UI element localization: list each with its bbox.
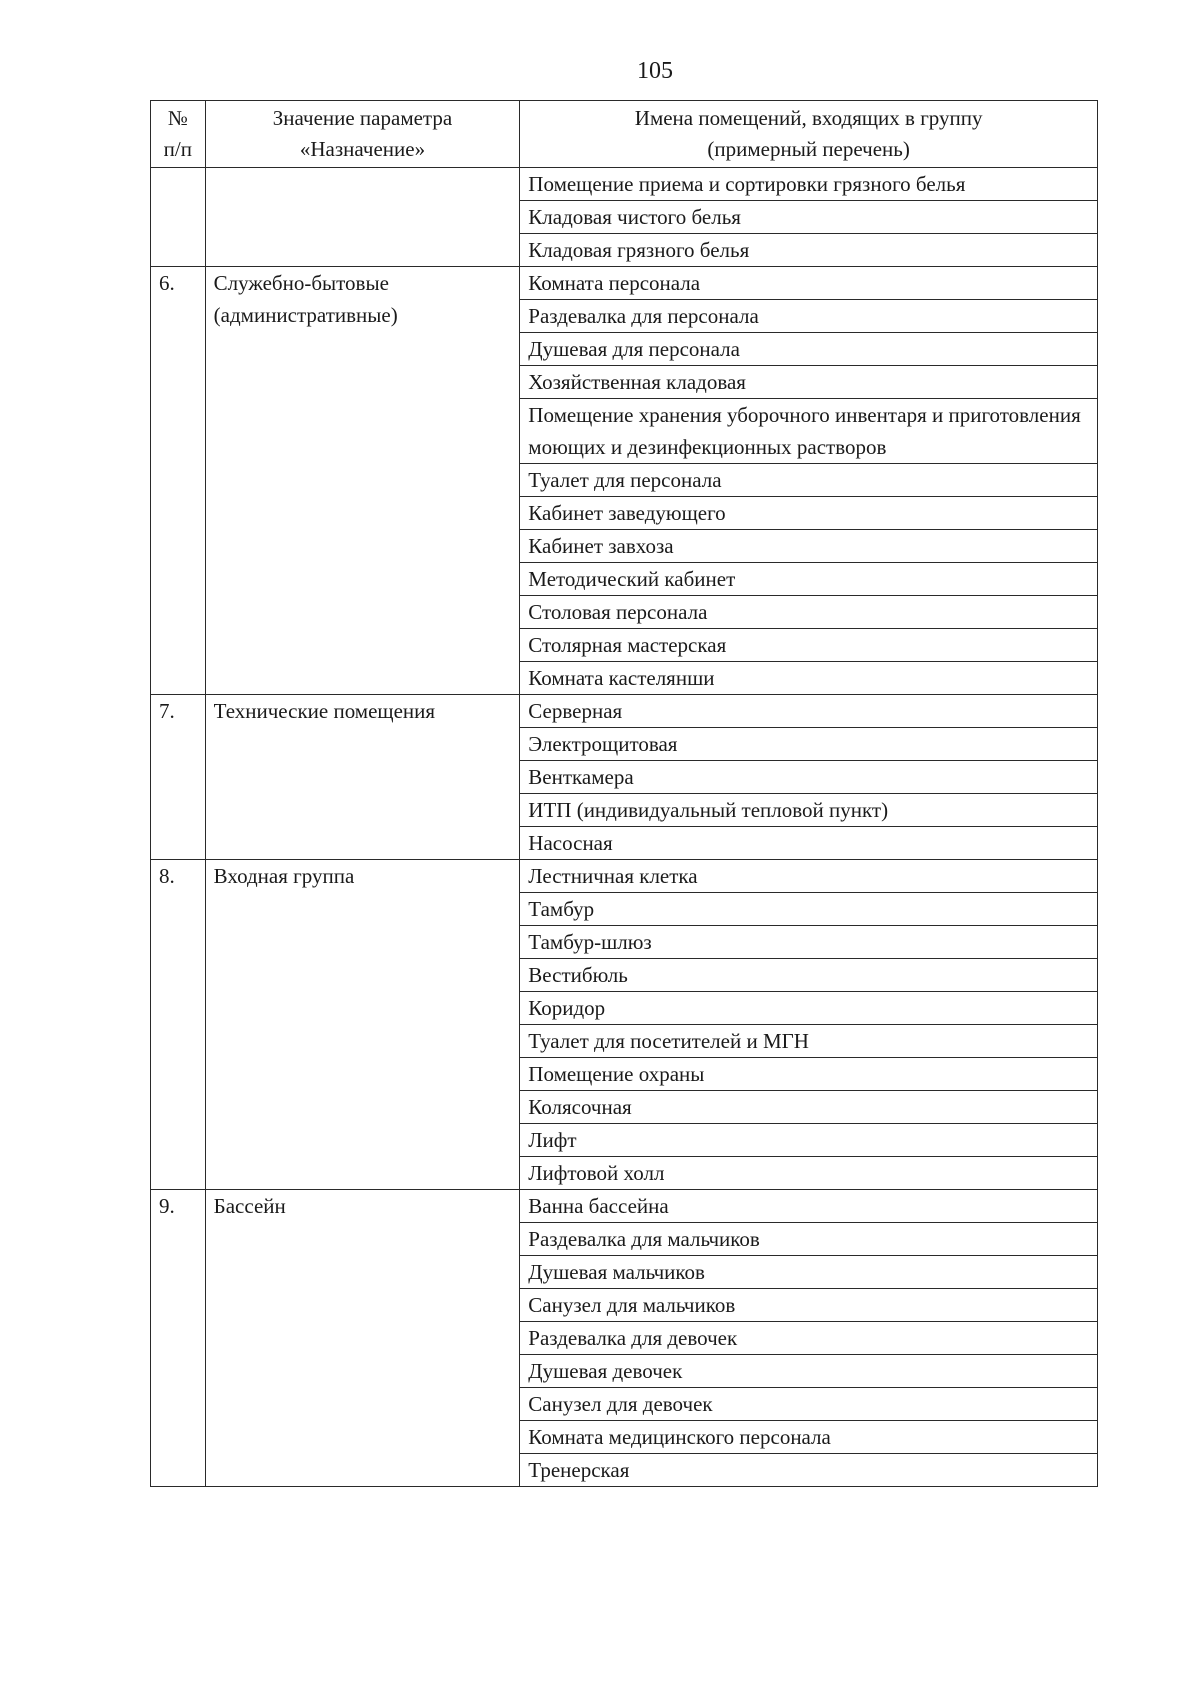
header-purpose	[205, 101, 520, 168]
room-name: Помещение приема и сортировки грязного белья	[520, 168, 1098, 201]
table-row	[151, 695, 1098, 728]
table-header-row	[151, 101, 1098, 168]
table-row	[151, 168, 1098, 201]
room-name: Раздевалка для мальчиков	[520, 1223, 1098, 1256]
room-name: Комната персонала	[520, 267, 1098, 300]
group-number: 7.	[151, 695, 206, 860]
room-name: Кладовая чистого белья	[520, 201, 1098, 234]
room-name: Венткамера	[520, 761, 1098, 794]
group-purpose: Входная группа	[205, 860, 520, 1190]
room-name: Кладовая грязного белья	[520, 234, 1098, 267]
group-number	[151, 168, 206, 267]
room-name: Санузел для девочек	[520, 1388, 1098, 1421]
room-name: Помещение охраны	[520, 1058, 1098, 1091]
room-name: Насосная	[520, 827, 1098, 860]
room-name: Хозяйственная кладовая	[520, 366, 1098, 399]
room-name: Душевая девочек	[520, 1355, 1098, 1388]
group-number: 6.	[151, 267, 206, 695]
room-name: Раздевалка для персонала	[520, 300, 1098, 333]
room-name: Тамбур	[520, 893, 1098, 926]
room-name: Столовая персонала	[520, 596, 1098, 629]
room-name: Санузел для мальчиков	[520, 1289, 1098, 1322]
room-name: Вестибюль	[520, 959, 1098, 992]
room-name: Душевая мальчиков	[520, 1256, 1098, 1289]
room-name: Раздевалка для девочек	[520, 1322, 1098, 1355]
header-num-line: №	[167, 106, 188, 130]
header-rooms	[520, 101, 1098, 168]
room-name: Коридор	[520, 992, 1098, 1025]
header-purpose-line: «Назначение»	[299, 137, 426, 161]
group-purpose: Служебно-бытовые (административные)	[205, 267, 520, 695]
page-number: 105	[637, 58, 673, 84]
room-name: Методический кабинет	[520, 563, 1098, 596]
room-name: Колясочная	[520, 1091, 1098, 1124]
group-purpose	[205, 168, 520, 267]
room-name: Кабинет завхоза	[520, 530, 1098, 563]
room-name: Лестничная клетка	[520, 860, 1098, 893]
header-num-line: п/п	[163, 137, 192, 161]
header-purpose-line: Значение параметра	[272, 106, 453, 130]
room-name: Лифт	[520, 1124, 1098, 1157]
room-name: Лифтовой холл	[520, 1157, 1098, 1190]
room-name: Тренерская	[520, 1454, 1098, 1487]
table-row	[151, 267, 1098, 300]
room-name: Электрощитовая	[520, 728, 1098, 761]
room-name: Серверная	[520, 695, 1098, 728]
header-rooms-line: (примерный перечень)	[707, 137, 910, 161]
room-name: Помещение хранения уборочного инвентаря и приготовления моющих и дезинфекционных растворов	[520, 399, 1098, 464]
header-num	[151, 101, 206, 168]
room-name: Ванна бассейна	[520, 1190, 1098, 1223]
room-name: Комната медицинского персонала	[520, 1421, 1098, 1454]
room-name: Столярная мастерская	[520, 629, 1098, 662]
table-row	[151, 1190, 1098, 1223]
group-purpose: Технические помещения	[205, 695, 520, 860]
room-name: Комната кастелянши	[520, 662, 1098, 695]
room-name: Кабинет заведующего	[520, 497, 1098, 530]
room-name: Душевая для персонала	[520, 333, 1098, 366]
group-number: 8.	[151, 860, 206, 1190]
table-row	[151, 860, 1098, 893]
room-name: Тамбур-шлюз	[520, 926, 1098, 959]
group-purpose: Бассейн	[205, 1190, 520, 1487]
room-name: Туалет для персонала	[520, 464, 1098, 497]
header-rooms-line: Имена помещений, входящих в группу	[634, 106, 983, 130]
table-body	[151, 168, 1098, 1487]
room-groups-table	[150, 100, 1098, 1487]
group-number: 9.	[151, 1190, 206, 1487]
room-name: Туалет для посетителей и МГН	[520, 1025, 1098, 1058]
room-name: ИТП (индивидуальный тепловой пункт)	[520, 794, 1098, 827]
